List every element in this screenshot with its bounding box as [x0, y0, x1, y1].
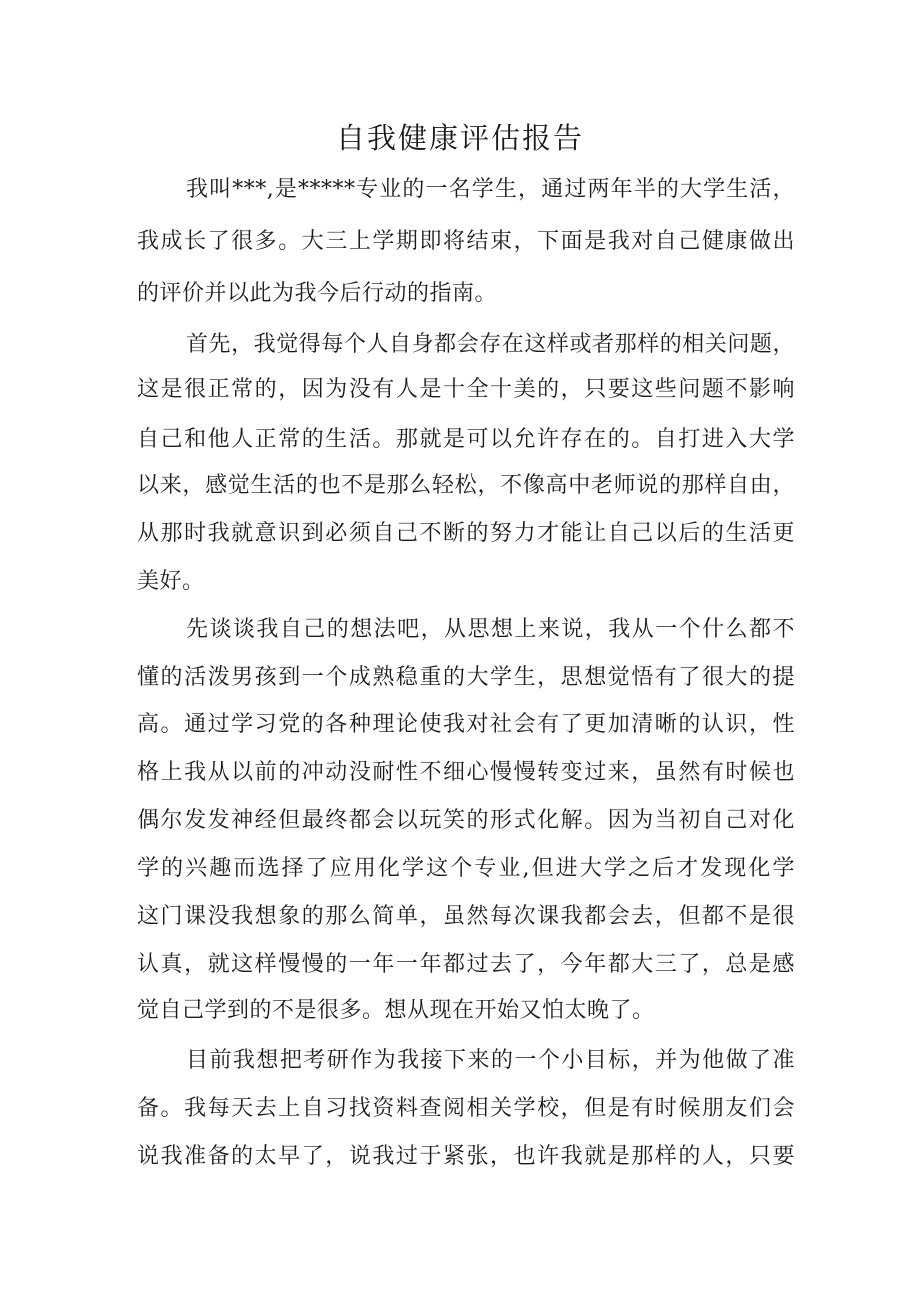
paragraph-line: 认真，就这样慢慢的一年一年都过去了，今年都大三了，总是感	[137, 952, 795, 977]
paragraph-line: 说我准备的太早了，说我过于紧张，也许我就是那样的人，只要	[137, 1144, 795, 1169]
paragraph-line: 自己和他人正常的生活。那就是可以允许存在的。自打进入大学	[137, 427, 795, 452]
paragraph-line: 我叫***,是*****专业的一名学生，通过两年半的大学生活，	[186, 177, 795, 202]
paragraph-line: 首先，我觉得每个人自身都会存在这样或者那样的相关问题，	[186, 332, 795, 357]
paragraph-line: 这门课没我想象的那么简单，虽然每次课我都会去，但都不是很	[137, 904, 795, 929]
paragraph-line: 以来，感觉生活的也不是那么轻松，不像高中老师说的那样自由，	[137, 473, 795, 498]
paragraph-line: 我成长了很多。大三上学期即将结束，下面是我对自己健康做出	[137, 229, 795, 254]
paragraph-line: 懂的活泼男孩到一个成熟稳重的大学生，思想觉悟有了很大的提	[137, 665, 795, 690]
paragraph-line: 目前我想把考研作为我接下来的一个小目标，并为他做了准	[186, 1048, 795, 1073]
paragraph-line: 偶尔发发神经但最终都会以玩笑的形式化解。因为当初自己对化	[137, 808, 795, 833]
paragraph-line: 学的兴趣而选择了应用化学这个专业,但进大学之后才发现化学	[137, 856, 795, 881]
paragraph-line: 格上我从以前的冲动没耐性不细心慢慢转变过来，虽然有时候也	[137, 760, 795, 785]
paragraph-line: 的评价并以此为我今后行动的指南。	[137, 281, 498, 306]
paragraph-line: 美好。	[137, 569, 205, 594]
paragraph-line: 高。通过学习党的各种理论使我对社会有了更加清晰的认识，性	[137, 712, 795, 737]
paragraph-line: 从那时我就意识到必须自己不断的努力才能让自己以后的生活更	[137, 521, 795, 546]
paragraph-line: 备。我每天去上自习找资料查阅相关学校，但是有时候朋友们会	[137, 1096, 795, 1121]
paragraph-line: 这是很正常的，因为没有人是十全十美的，只要这些问题不影响	[137, 377, 795, 402]
document-title: 自我健康评估报告	[335, 121, 584, 155]
paragraph-line: 先谈谈我自己的想法吧，从思想上来说，我从一个什么都不	[186, 617, 795, 642]
paragraph-line: 觉自己学到的不是很多。想从现在开始又怕太晚了。	[137, 998, 655, 1023]
